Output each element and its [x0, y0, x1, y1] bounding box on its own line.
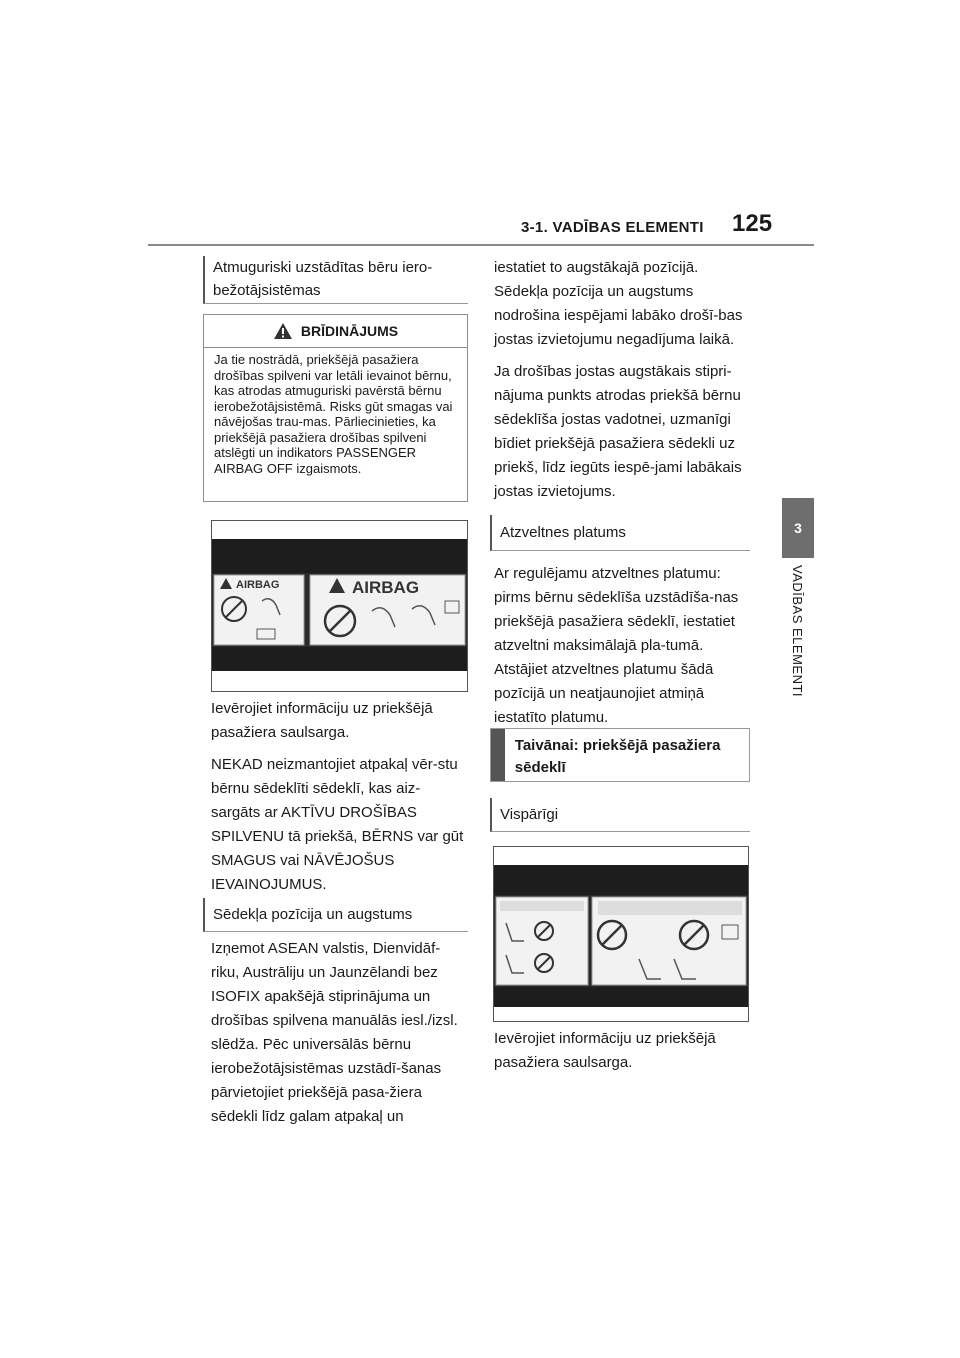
chapter-label: VADĪBAS ELEMENTI — [790, 565, 805, 698]
chapter-tab: 3 — [782, 498, 814, 558]
airbag-small-text: AIRBAG — [236, 579, 280, 591]
airbag-sunvisor-label-figure — [211, 520, 468, 692]
heading-bar — [491, 729, 505, 781]
paragraph-highest-position: iestatiet to augstākajā pozīcijā. Sēdekļa pozīcija un augstums nodrošina iespējami labāko drošī-bas jostas izvietojumu negadījuma laikā. — [494, 259, 743, 348]
warning-title: BRĪDINĀJUMS — [300, 323, 399, 339]
left-body-1 — [211, 697, 468, 905]
heading-taiwan — [490, 728, 750, 782]
right-body-3 — [494, 1027, 750, 1083]
warning-header — [204, 315, 467, 348]
paragraph-seat-position: Izņemot ASEAN valstis, Dienvidāf-riku, Austrāliju un Jaunzēlandi bez ISOFIX apakšējā stiprinājuma un drošības spilvena manuālās iesl./izsl. slēdža. Pēc universālās bērnu ierobežotājsistēmas uzstādī-šanas pārvietojiet priekšējā pasa-žiera sēdekli līdz galam atpakaļ un — [211, 940, 458, 1125]
paragraph-sunvisor-info-2: Ievērojiet informāciju uz priekšējā pasažiera saulsarga. — [494, 1030, 716, 1071]
section-title: 3-1. VADĪBAS ELEMENTI — [521, 219, 704, 236]
heading-seat-position: Sēdekļa pozīcija un augstums — [203, 898, 468, 932]
right-body-1 — [494, 256, 750, 512]
taiwan-sunvisor-label-figure — [493, 846, 749, 1022]
heading-rear-facing: Atmuguriski uzstādītas bēru iero- bežotājsistēmas — [203, 256, 468, 304]
airbag-label-image — [212, 521, 467, 691]
airbag-large-text: AIRBAG — [352, 578, 420, 597]
right-body-2 — [494, 562, 750, 738]
heading-taiwan-text: Taivānai: priekšējā pasažiera sēdeklī — [514, 737, 721, 776]
paragraph-belt-anchor: Ja drošības jostas augstākais stipri-nājuma punkts atrodas priekšā bērnu sēdeklīša jostas vadotnei, uzmanīgi bīdiet priekšējā pasažiera sēdekli uz priekš, līdz iegūts iespē-jami labākais jostas izvietojums. — [494, 363, 742, 500]
left-body-2 — [211, 937, 468, 1137]
paragraph-never-warning: NEKAD neizmantojiet atpakaļ vēr-stu bērnu sēdeklīti sēdeklī, kas aiz-sargāts ar AKTĪVU DROŠĪBAS SPILVENU tā priekšā, BĒRNS var gūt SMAGUS vai NĀVĒJOŠUS IEVAINOJUMUS. — [211, 756, 464, 893]
page-number: 125 — [732, 210, 773, 237]
warning-box — [203, 314, 468, 502]
header-divider — [148, 244, 814, 246]
warning-text: Ja tie nostrādā, priekšējā pasažiera drošības spilveni var letāli ievainot bērnu, kas atrodas atmuguriski pavērstā bērnu ierobežotājsistēmā. Risks gūt smagas vai nāvējošas trau-mas. Pārliecinieties, ka priekšējā pasažiera drošības spilveni atslēgti un indikators PASSENGER AIRBAG OFF izgaismots. — [214, 352, 453, 476]
paragraph-backrest-width: Ar regulējamu atzveltnes platumu: pirms bērnu sēdeklīša uzstādīša-nas priekšējā pasažiera sēdeklī, iestatiet atzveltni maksimālajā pla-tumā. Atstājiet atzveltnes platumu šādā pozīcijā un neatjaunojiet atmiņā iestatīto platumu. — [494, 565, 739, 726]
heading-backrest-width: Atzveltnes platums — [490, 515, 750, 551]
warning-triangle-icon — [273, 322, 293, 340]
paragraph-sunvisor-info: Ievērojiet informāciju uz priekšējā pasažiera saulsarga. — [211, 700, 433, 741]
taiwan-label-image — [494, 847, 748, 1021]
heading-general: Vispārīgi — [490, 798, 750, 832]
